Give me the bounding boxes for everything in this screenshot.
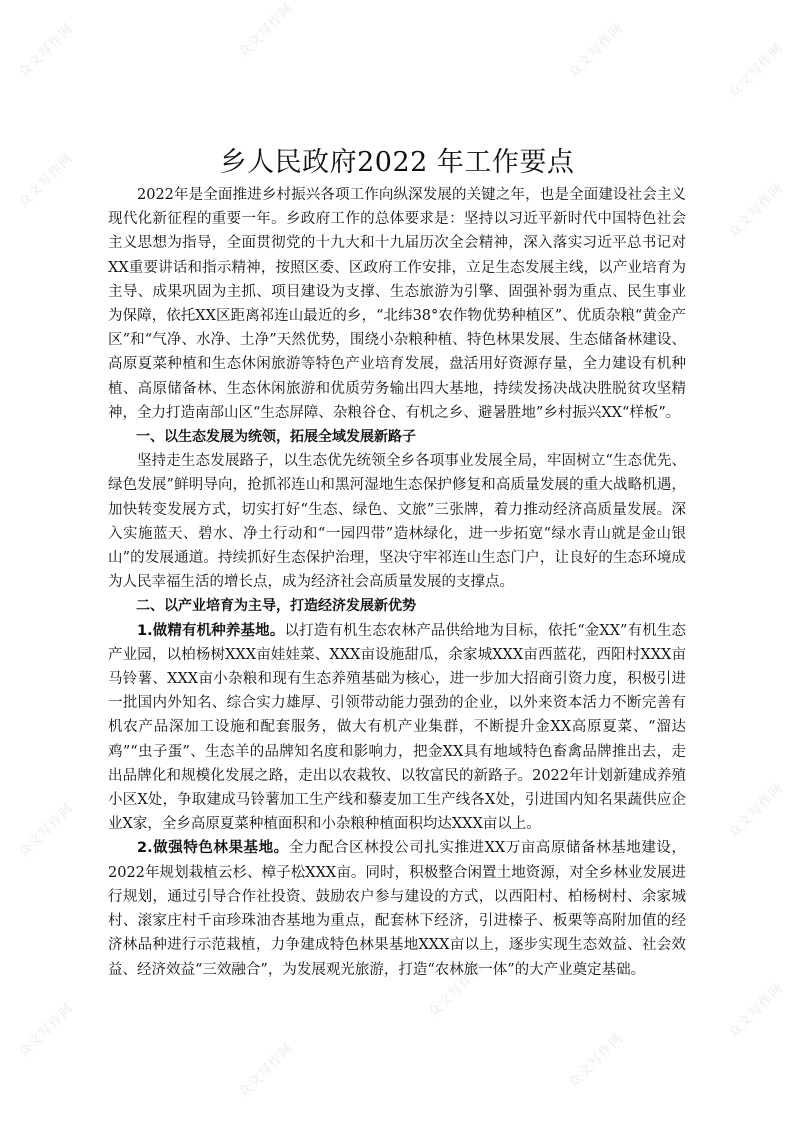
- document-page: [108, 146, 686, 982]
- watermark: 众文写作网: [236, 0, 297, 61]
- section-heading-1: 一、以生态发展为统领，拓展全域发展新路子: [136, 429, 416, 446]
- item-1-lead: 1.做精有机种养基地。: [137, 622, 285, 639]
- watermark: 众文写作网: [236, 1040, 297, 1101]
- item-2-lead: 2.做强特色林果基地。: [137, 840, 289, 857]
- watermark: 众文写作网: [426, 960, 487, 1021]
- watermark: 众文写作网: [726, 180, 787, 241]
- watermark: 众文写作网: [726, 980, 787, 1041]
- watermark: 众文写作网: [726, 780, 787, 841]
- intro-paragraph: 2022年是全面推进乡村振兴各项工作向纵深发展的关键之年，也是全面建设社会主义现代化新征程的重要一年。乡政府工作的总体要求是：坚持以习近平新时代中国特色社会主义思想为指导，全面贯彻党的十九大和十九届历次全会精神，深入落实习近平总书记对XX重要讲话和指示精神，按照区委、区政府工作安排，立足生态发展主线，以产业培育为主导、成果巩固为主抓、项目建设为支撑、生态旅游为引擎、固强补弱为重点、民生事业为保障，依托XX区距离祁连山最近的乡，“北纬38°农作物优势种植区”、优质杂粮“黄金产区”和“气净、水净、土净”天然优势，围绕小杂粮种植、特色林果发展、生态储备林建设、高原夏菜种植和生态休闲旅游等特色产业培育发展，盘活用好资源存量，全力建设有机种植、高原储备林、生态休闲旅游和优质劳务输出四大基地，持续发扬决战决胜脱贫攻坚精神，全力打造南部山区“生态屏障、杂粮谷仓、有机之乡、避暑胜地”乡村振兴XX“样板”。: [108, 187, 686, 421]
- watermark: 众文写作网: [566, 20, 627, 81]
- item-2-body: 全力配合区林投公司扎实推进XX万亩高原储备林基地建设，2022年规划栽植云杉、樟子松XXX亩。同时，积极整合闲置土地资源，对全乡林业发展进行规划，通过引导合作社投资、鼓励农户参与建设的方式，以西阳村、柏杨树村、余家城村、滚家庄村千亩珍珠油杏基地为重点，配套林下经济，引进榛子、板栗等高附加值的经济林品种进行示范栽植，力争建成特色林果基地XXX亩以上，逐步实现生态效益、社会效益、经济效益“三效融合”，为发展观光旅游，打造“农林旅一体”的大产业奠定基础。: [108, 840, 686, 978]
- section-1-paragraph: 坚持走生态发展路子，以生态优先统领全乡各项事业发展全局，牢固树立“生态优先、绿色发展”鲜明导向，抢抓祁连山和黑河湿地生态保护修复和高质量发展的重大战略机遇，加快转变发展方式，切实打好“生态、绿色、文旅”三张牌，着力推动经济高质量发展。深入实施蓝天、碧水、净土行动和“一园四带”造林绿化，进一步拓宽“绿水青山就是金山银山”的发展通道。持续抓好生态保护治理，坚决守牢祁连山生态门户，让良好的生态环境成为人民幸福生活的增长点，成为经济社会高质量发展的支撑点。: [108, 453, 686, 591]
- document-title: 乡人民政府2022 年工作要点: [219, 147, 575, 178]
- item-1-body: 以打造有机生态农林产品供给地为目标，依托“金XX”有机生态产业园，以柏杨树XXX亩娃娃菜、XXX亩设施甜瓜，余家城XXX亩西蓝花，西阳村XXX亩马铃薯、XXX亩小杂粮和现有生态养殖基础为核心，进一步加大招商引资力度，积极引进一批国内外知名、综合实力雄厚、引领带动能力强劲的企业，以外来资本活力不断完善有机农产品深加工设施和配套服务，做大有机产业集群，不断提升金XX高原夏菜、“溜达鸡”“虫子蛋”、生态羊的品牌知名度和影响力，把金XX具有地域特色畜禽品牌推出去，走出品牌化和规模化发展之路，走出以农栽牧、以牧富民的新路子。2022年计划新建成养殖小区X处，争取建成马铃薯加工生产线和藜麦加工生产线各X处，引进国内知名果蔬供应企业X家，全乡高原夏菜种植面积和小杂粮种植面积均达XXX亩以上。: [108, 622, 686, 833]
- watermark: 众文写作网: [566, 1030, 627, 1091]
- item-2-paragraph: [108, 836, 686, 981]
- watermark: 众文写作网: [726, 40, 787, 101]
- section-heading-2: 二、以产业培育为主导，打造经济发展新优势: [136, 598, 416, 615]
- watermark: 众文写作网: [16, 1000, 77, 1061]
- item-1-paragraph: [108, 619, 686, 837]
- watermark: 众文写作网: [16, 800, 77, 861]
- watermark: 众文写作网: [16, 150, 77, 211]
- watermark: 众文写作网: [16, 20, 77, 81]
